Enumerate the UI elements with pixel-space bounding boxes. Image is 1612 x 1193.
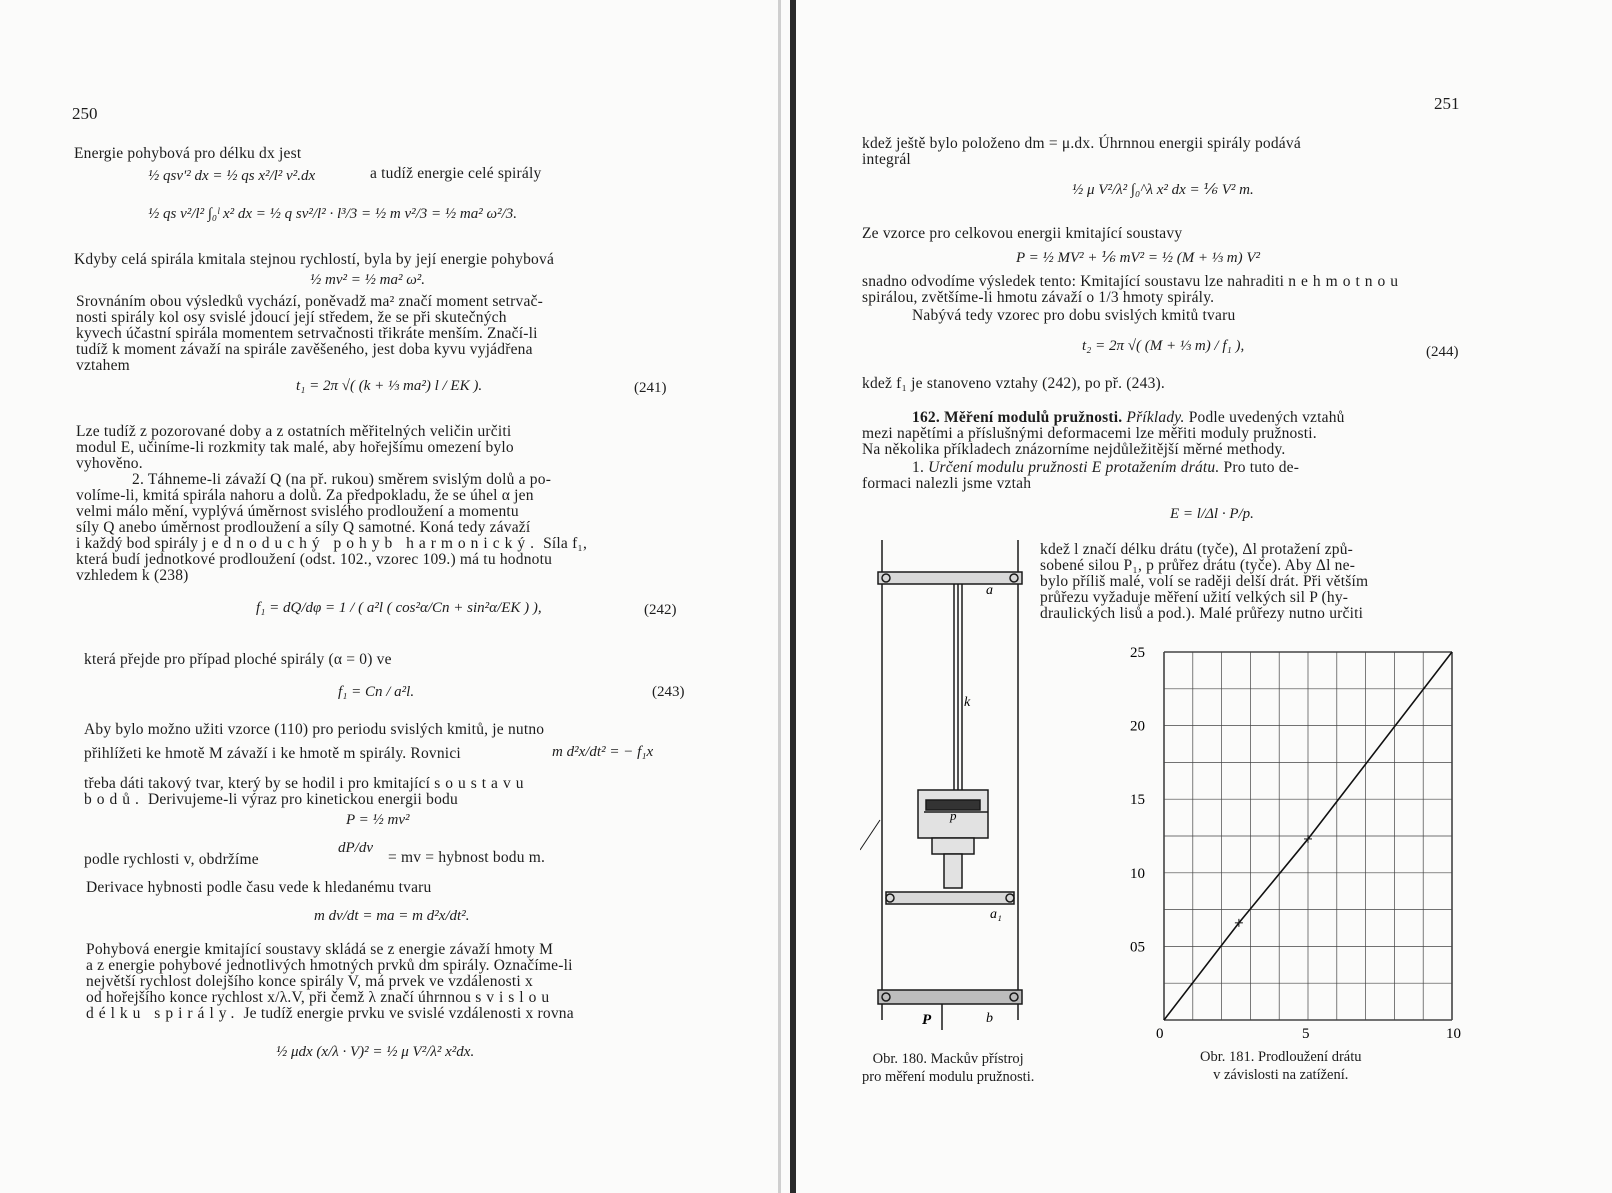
equation: ½ qsv'² dx = ½ qs x²/l² v².dx bbox=[148, 168, 316, 184]
figure-180-apparatus bbox=[860, 520, 1050, 1040]
equation-number: (241) bbox=[634, 380, 667, 396]
equation: m dv/dt = ma = m d²x/dt². bbox=[314, 908, 470, 924]
text-line: Pohybová energie kmitající soustavy skládá se z energie závaží hmoty M bbox=[86, 941, 554, 958]
text-line: kdež l značí délku drátu (tyče), Δl protažení způ- bbox=[1040, 541, 1354, 558]
text-line: Ze vzorce pro celkovou energii kmitající soustavy bbox=[862, 225, 1183, 242]
equation: ½ qs v²/l² ∫₀ˡ x² dx = ½ q sv²/l² · l³/3 = ½ m v²/3 = ½ ma² ω²/3. bbox=[148, 206, 518, 222]
equation: P = ½ MV² + ⅙ mV² = ½ (M + ⅓ m) V² bbox=[1016, 250, 1261, 266]
text-line bbox=[86, 990, 554, 1006]
section-subtitle: Příklady. bbox=[1126, 409, 1185, 426]
text-line: přihlížeti ke hmotě M závaží i ke hmotě m spirály. Rovnici bbox=[84, 745, 461, 762]
equation: f₁ = Cn / a²l. bbox=[338, 684, 415, 700]
equation: f₁ = dQ/dφ = 1 / ( a²l ( cos²α/Cn + sin²α/EK ) ), bbox=[256, 600, 542, 616]
text-line: Nabývá tedy vzorec pro dobu svislých kmitů tvaru bbox=[912, 307, 1236, 324]
figure-181-chart bbox=[1128, 640, 1478, 1045]
x-tick-label: 0 bbox=[1156, 1026, 1164, 1042]
text-line: Srovnáním obou výsledků vychází, poněvadž ma² značí moment setrvač- bbox=[76, 293, 543, 310]
text-span: Podle uvedených vztahů bbox=[1188, 409, 1345, 426]
text-line: formaci nalezli jsme vztah bbox=[862, 475, 1032, 492]
equation-number: (242) bbox=[644, 602, 677, 618]
y-tick-label: 05 bbox=[1130, 939, 1145, 956]
equation: P = ½ mv² bbox=[346, 812, 410, 828]
caption-line: v závislosti na zatížení. bbox=[1213, 1067, 1349, 1083]
label-p: p bbox=[950, 808, 957, 823]
text-span: Je tudíž energie prvku ve svislé vzdálenosti x rovna bbox=[243, 1005, 574, 1022]
label-b: b bbox=[986, 1011, 993, 1026]
text-line: mezi napětími a příslušnými deformacemi lze měřiti moduly pružnosti. bbox=[862, 425, 1317, 442]
equation: m d²x/dt² = − f₁x bbox=[552, 744, 654, 760]
book-gutter bbox=[790, 0, 796, 1193]
text-line bbox=[76, 536, 587, 552]
text-line: která přejde pro případ ploché spirály (α = 0) ve bbox=[84, 651, 392, 668]
middle-plate bbox=[886, 892, 1014, 904]
text-line: nosti spirály kol osy svislé jdoucí její středem, že se při skutečných bbox=[76, 309, 507, 326]
figure-180-caption bbox=[862, 1050, 1034, 1086]
equation-number: (243) bbox=[652, 684, 685, 700]
text-line: draulických lisů a pod.). Malé průřezy nutno určiti bbox=[1040, 605, 1364, 622]
text-line: kdež f₁ je stanoveno vztahy (242), po př. (243). bbox=[862, 375, 1165, 392]
caption-line: Obr. 181. Prodloužení drátu bbox=[1200, 1049, 1362, 1065]
text-span: i každý bod spirály bbox=[76, 535, 199, 552]
equation: ½ mv² = ½ ma² ω². bbox=[310, 272, 426, 288]
y-tick-label: 15 bbox=[1130, 792, 1145, 809]
text-line: a tudíž energie celé spirály bbox=[370, 165, 542, 182]
equation-number: (244) bbox=[1426, 344, 1459, 360]
text-line: vyhověno. bbox=[76, 455, 143, 472]
text-line bbox=[912, 460, 1299, 476]
label-a1: a₁ bbox=[990, 907, 1002, 922]
text-line: podle rychlosti v, obdržíme bbox=[84, 851, 259, 868]
text-line: a z energie pohybové jednotlivých hmotných prvků dm spirály. Označíme-li bbox=[86, 957, 573, 974]
page-number-left: 250 bbox=[72, 104, 98, 123]
text-span: Derivujeme-li výraz pro kinetickou energii bodu bbox=[147, 791, 458, 808]
text-line: která budí jednotkové prodloužení (odst. 102., vzorec 109.) má tu hodnotu bbox=[76, 551, 553, 568]
section-heading bbox=[912, 410, 1345, 426]
spaced-text: soustavu bbox=[434, 775, 529, 792]
text-line: integrál bbox=[862, 151, 911, 168]
label-k: k bbox=[964, 695, 971, 710]
equation: t₂ = 2π √( (M + ⅓ m) / f₁ ), bbox=[1082, 338, 1245, 354]
page-number-right: 251 bbox=[1434, 94, 1460, 113]
text-line: bylo příliš malé, volí se raději delší drát. Při větším bbox=[1040, 573, 1369, 590]
spaced-text: jednoduchý pohyb harmonický. bbox=[202, 535, 539, 552]
text-line: kdež ještě bylo položeno dm = μ.dx. Úhrnnou energii spirály podává bbox=[862, 135, 1301, 152]
text-line: průřezu vyžaduje měření užití velkých sil P (hy- bbox=[1040, 589, 1349, 606]
spaced-text: svislou bbox=[475, 989, 555, 1006]
equation: ½ μ V²/λ² ∫₀^λ x² dx = ⅙ V² m. bbox=[1072, 182, 1254, 198]
spaced-text: bodů. bbox=[84, 791, 144, 808]
top-plate bbox=[878, 572, 1022, 584]
text-line: Lze tudíž z pozorované doby a z ostatních měřitelných veličin určiti bbox=[76, 423, 512, 440]
text-span: Síla f₁, bbox=[543, 535, 588, 552]
text-line: vztahem bbox=[76, 357, 130, 374]
caption-line: pro měření modulu pružnosti. bbox=[862, 1069, 1035, 1085]
text-line: volíme-li, kmitá spirála nahoru a dolů. Za předpokladu, že se úhel α jen bbox=[76, 487, 534, 504]
text-line: Aby bylo možno užiti vzorce (110) pro periodu svislých kmitů, je nutno bbox=[84, 721, 545, 738]
text-line bbox=[86, 1006, 574, 1022]
equation: ½ μdx (x/λ · V)² = ½ μ V²/λ² x²dx. bbox=[276, 1044, 475, 1060]
text-line: vzhledem k (238) bbox=[76, 567, 189, 584]
text-span: snadno odvodíme výsledek tento: Kmitající soustavu lze nahraditi bbox=[862, 273, 1285, 290]
text-line: spirálou, zvětšíme-li hmotu závaží o 1/3 hmoty spirály. bbox=[862, 289, 1215, 306]
x-tick-label: 5 bbox=[1302, 1026, 1310, 1042]
y-tick-label: 20 bbox=[1130, 718, 1145, 735]
text-line: Derivace hybnosti podle času vede k hledanému tvaru bbox=[86, 879, 432, 896]
text-span: třeba dáti takový tvar, který by se hodil i pro kmitající bbox=[84, 775, 431, 792]
text-line: největší rychlost dolejšího konce spirály V, má prvek ve vzdálenosti x bbox=[86, 973, 533, 990]
text-span: 1. bbox=[912, 459, 925, 476]
italic-text: Určení modulu pružnosti E protažením drátu. bbox=[928, 459, 1220, 476]
text-line: Energie pohybová pro délku dx jest bbox=[74, 145, 302, 162]
text-line: modul E, učiníme-li rozkmity tak malé, aby hořejšímu omezení bylo bbox=[76, 439, 514, 456]
spaced-text: nehmotnou bbox=[1288, 273, 1404, 290]
text-line: kyvech účastní spirála momentem setrvačnosti třikráte menším. Značí-li bbox=[76, 325, 538, 342]
section-title: 162. Měření modulů pružnosti. bbox=[912, 409, 1123, 426]
y-tick-label: 10 bbox=[1130, 865, 1145, 882]
equation: dP/dv bbox=[338, 840, 373, 856]
text-line: Kdyby celá spirála kmitala stejnou rychlostí, byla by její energie pohybová bbox=[74, 251, 555, 268]
x-tick-label: 10 bbox=[1446, 1026, 1461, 1042]
bottom-plate bbox=[878, 990, 1022, 1004]
y-tick-label: 25 bbox=[1130, 645, 1145, 661]
text-line: tudíž k moment závaží na spirále zavěšeného, jest doba kyvu vyjádřena bbox=[76, 341, 533, 358]
text-line: velmi málo mění, vyplývá úměrnost svislého prodloužení a momentu bbox=[76, 503, 519, 520]
figure-181-caption bbox=[1200, 1048, 1362, 1084]
text-line bbox=[84, 792, 458, 808]
text-line bbox=[862, 274, 1403, 290]
equation: E = l/Δl · P/p. bbox=[1170, 506, 1254, 522]
spaced-text: délku spirály. bbox=[86, 1005, 240, 1022]
text-line bbox=[84, 776, 528, 792]
text-line: síly Q anebo úměrnost prodloužení a síly Q samotné. Koná tedy závaží bbox=[76, 519, 531, 536]
page-gutter-shadow bbox=[778, 0, 781, 1193]
equation: t₁ = 2π √( (k + ⅓ ma²) l / EK ). bbox=[296, 378, 483, 394]
label-a: a bbox=[986, 583, 993, 598]
text-span: Pro tuto de- bbox=[1223, 459, 1300, 476]
text-line: sobené silou P₁, p průřez drátu (tyče). Aby Δl ne- bbox=[1040, 557, 1356, 574]
label-P: P bbox=[922, 1012, 932, 1028]
text-span: od hořejšího konce rychlost x/λ.V, při čemž λ značí úhrnnou bbox=[86, 989, 472, 1006]
text-line: = mv = hybnost bodu m. bbox=[388, 849, 546, 866]
text-line: 2. Táhneme-li závaží Q (na př. rukou) směrem svislým dolů a po- bbox=[132, 471, 552, 488]
caption-line: Obr. 180. Mackův přístroj bbox=[872, 1051, 1024, 1067]
text-line: Na několika příkladech znázorníme nejdůležitější měrné methody. bbox=[862, 441, 1286, 458]
